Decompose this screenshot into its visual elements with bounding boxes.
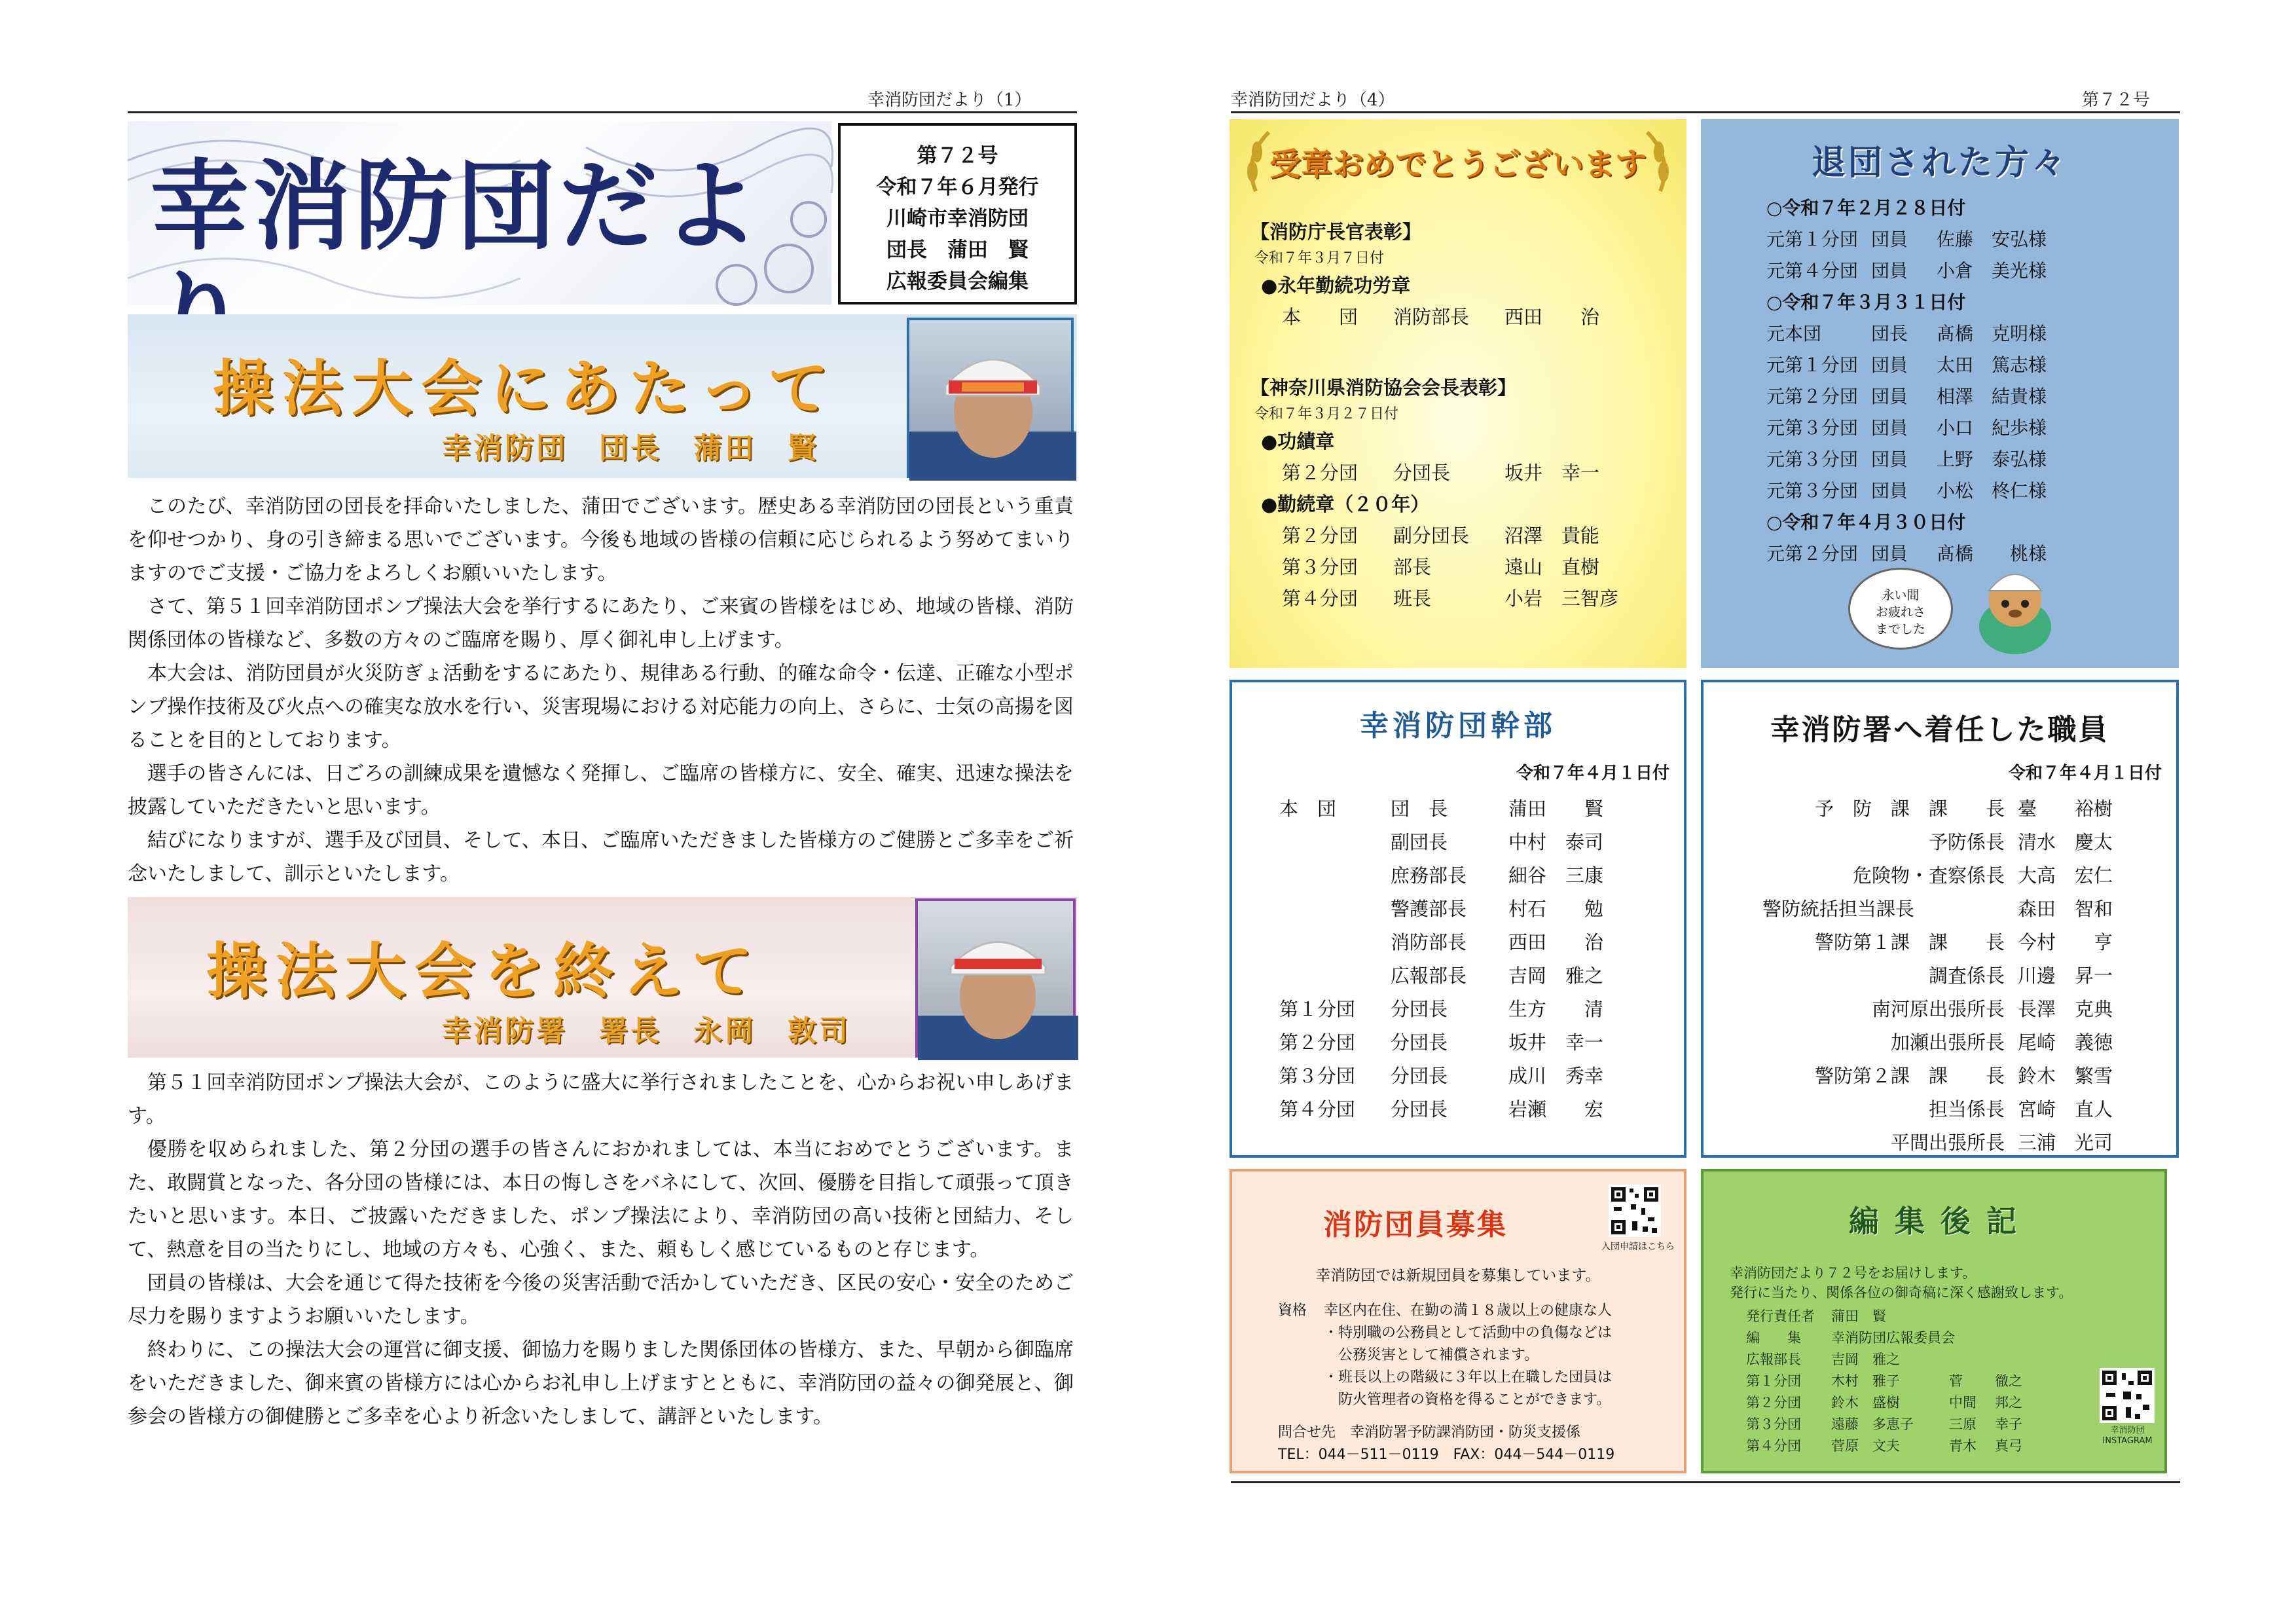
credit-row: 広報部長 吉岡 雅之 [1746, 1352, 1900, 1367]
article1-paragraph: 結びになりますが、選手及び団員、そして、本日、ご臨席いただきました皆様方のご健勝とご多幸をご祈念いたしまして、訓示といたします。 [128, 829, 1074, 885]
executive-row: 第１分団 分団長 生方 清 [1279, 998, 1604, 1020]
article2-title: 操法大会を終えて [206, 936, 762, 1006]
firefighter-portrait-icon [918, 901, 1078, 1060]
article2-paragraph: 終わりに、この操法大会の運営に御支援、御協力を賜りました関係団体の皆様方、また、早朝から御臨席をいただきました、御来賓の皆様方には心からお礼申し上げますとともに、幸消防団の益々の御発展と、御参会の皆様方の御健勝とご多幸を心より祈念いたしまして、講評といたします。 [128, 1338, 1074, 1428]
running-header-left-page: 幸消防団だより（1） [867, 90, 1032, 110]
firefighter-portrait-icon [909, 320, 1076, 481]
retired-date: ○令和７年２月２８日付 [1766, 197, 1966, 219]
retired-row: 元第２分団 団員 相澤 結貴様 [1766, 386, 2047, 407]
executive-row: 消防部長 西田 治 [1391, 931, 1604, 953]
retired-row: 元第１分団 団員 佐藤 安弘様 [1766, 229, 2047, 250]
award-date: 令和７年３月２７日付 [1254, 406, 1399, 422]
retired-row: 元第２分団 団員 髙橋 桃様 [1766, 543, 2047, 564]
credit-row: 第３分団 遠藤 多恵子 三原 幸子 [1746, 1416, 2022, 1432]
masthead-banner [128, 121, 831, 304]
qualification-line: 防火管理者の資格を得ることができます。 [1324, 1392, 1611, 1408]
station-chief-photo [915, 898, 1076, 1058]
award-heading: 【消防庁長官表彰】 [1250, 221, 1422, 243]
executive-row: 警護部長 村石 勉 [1391, 898, 1604, 920]
retired-row: 元第１分団 団員 太田 篤志様 [1766, 354, 2047, 376]
executives-title: 幸消防団幹部 [1360, 709, 1556, 743]
retired-row: 元本団 団長 髙橋 克明様 [1766, 323, 2047, 344]
footer-rule [1231, 1481, 2180, 1483]
header-rule [1231, 111, 2180, 113]
article2-paragraph: 団員の皆様は、大会を通じて得た技術を今後の災害活動で活かしていただき、区民の安心・安全のためご尽力を賜りますようお願いいたします。 [128, 1272, 1074, 1328]
instagram-caption: 幸消防団 INSTAGRAM [2102, 1426, 2153, 1446]
retired-row: 元第３分団 団員 上野 泰弘様 [1766, 449, 2047, 470]
article2-paragraph: 優勝を収められました、第２分団の選手の皆さんにおかれましては、本当におめでとうございます。また、敢闘賞となった、各分団の皆様には、本日の悔しさをバネにして、次回、優勝を目指して頑張って頂きたいと思います。本日、ご披露いただきました、ポンプ操法により、幸消防団の高い技術と団結力、そして、熱意を目の当たりにし、地域の方々も、心強く、また、頼もしく感じているものと存じます。 [128, 1138, 1074, 1261]
issue-number: 第７２号 [917, 144, 998, 168]
article1-paragraph: 選手の皆さんには、日ごろの訓練成果を遺憾なく発揮し、ご臨席の皆様方に、安全、確実、迅速な操法を披露していただきたいと思います。 [128, 762, 1074, 819]
staff-date: 令和７年４月１日付 [2008, 764, 2162, 783]
qualification-line: ・特別職の公務員として活動中の負傷などは [1324, 1325, 1613, 1341]
retired-list [1766, 193, 2047, 570]
staff-row: 平間出張所長 三浦 光司 [1890, 1132, 2113, 1154]
recruit-box [1230, 1169, 1686, 1473]
issue-info-box [838, 123, 1077, 304]
executive-row: 庶務部長 細谷 三康 [1391, 864, 1604, 887]
afterword-line: 幸消防団だより７２号をお届けします。 [1730, 1265, 1977, 1281]
staff-row: 南河原出張所長 長澤 克典 [1871, 998, 2113, 1020]
award-date: 令和７年３月７日付 [1254, 250, 1385, 267]
executive-row: 第３分団 分団長 成川 秀幸 [1279, 1065, 1604, 1087]
staff-box [1701, 680, 2179, 1158]
qualification-line: 幸区内在住、在勤の満１８歳以上の健康な人 [1324, 1302, 1613, 1319]
article1-paragraph: このたび、幸消防団の団長を拝命いたしました、蒲田でございます。歴史ある幸消防団の団長という重責を仰せつかり、身の引き締まる思いでございます。今後も地域の皆様の信頼に応じられるよう努めてまいりますのでご支援・ご協力をよろしくお願いいたします。 [128, 495, 1074, 585]
afterword-credits [1746, 1306, 2022, 1457]
contact-office: 問合せ先 幸消防署予防課消防団・防災支援係 [1278, 1424, 1581, 1441]
award-row: 第３分団 部長 遠山 直樹 [1282, 556, 1600, 578]
article1-byline: 幸消防団 団長 蒲田 賢 [442, 432, 819, 465]
award-row: 第４分団 班長 小岩 三智彦 [1282, 587, 1619, 610]
credit-row: 第２分団 鈴木 盛樹 中間 邦之 [1746, 1395, 2022, 1411]
contact-phone: TEL：044－511－0119 FAX：044－544－0119 [1278, 1447, 1615, 1463]
recruit-title: 消防団員募集 [1323, 1208, 1508, 1242]
newsletter-title: 幸消防団だよ [151, 149, 764, 264]
award-name: ●勤続章（２０年） [1261, 493, 1430, 515]
article1-body [128, 490, 1074, 891]
credit-row: 第４分団 菅原 文夫 青木 真弓 [1746, 1438, 2022, 1454]
staff-row: 警防第１課 課 長 今村 亨 [1814, 931, 2113, 953]
qualification-label: 資格 [1278, 1302, 1307, 1319]
credit-row: 発行責任者 蒲田 賢 [1746, 1308, 1886, 1324]
executive-row: 本 団 団 長 蒲田 賢 [1279, 798, 1604, 820]
issue-date: 令和７年６月発行 [876, 175, 1039, 199]
executives-list [1279, 792, 1603, 1126]
award-row: 第２分団 分団長 坂井 幸一 [1282, 462, 1600, 484]
chief: 団長 蒲田 賢 [886, 238, 1029, 262]
executives-box [1230, 680, 1686, 1158]
speech-bubble: 永い間 お疲れさ までした [1848, 568, 1953, 650]
recruit-intro: 幸消防団では新規団員を募集しています。 [1315, 1267, 1601, 1284]
staff-row: 予防係長 清水 慶太 [1928, 831, 2113, 853]
award-name: ●功績章 [1261, 430, 1335, 452]
retired-row: 元第３分団 団員 小口 紀歩様 [1766, 417, 2047, 439]
staff-row: 加瀬出張所長 尾崎 義徳 [1890, 1031, 2113, 1054]
qr-code-icon [1609, 1185, 1661, 1237]
retired-row: 元第４分団 団員 小倉 美光様 [1766, 260, 2047, 282]
afterword-text [1730, 1263, 2072, 1302]
article2-byline: 幸消防署 署長 永岡 敦司 [442, 1014, 850, 1048]
afterword-line: 発行に当たり、関係各位の御奇稿に深く感謝致します。 [1730, 1285, 2073, 1301]
issuer: 川崎市幸消防団 [886, 207, 1029, 231]
staff-row: 調査係長 川邊 昇一 [1928, 965, 2113, 987]
retired-date: ○令和７年３月３１日付 [1766, 291, 1966, 313]
recruit-qr-caption: 入団申請はこちら [1601, 1242, 1675, 1252]
staff-row: 予 防 課 課 長 臺 裕樹 [1814, 798, 2113, 820]
awards-list [1250, 216, 1618, 614]
retired-title: 退団された方々 [1811, 143, 2068, 183]
executive-row: 第２分団 分団長 坂井 幸一 [1279, 1031, 1604, 1054]
header-rule [128, 111, 1077, 113]
qualification-line: ・班長以上の階級に３年以上在職した団員は [1324, 1369, 1613, 1386]
staff-row: 危険物・査察係長 大高 宏仁 [1852, 864, 2113, 887]
article2-paragraph: 第５１回幸消防団ポンプ操法大会が、このように盛大に挙行されましたことを、心からお祝い申しあげます。 [128, 1071, 1074, 1128]
executive-row: 第４分団 分団長 岩瀬 宏 [1279, 1098, 1604, 1120]
mascot-icon [1966, 558, 2064, 656]
issue-number-header: 第７２号 [2082, 90, 2151, 110]
retired-box [1701, 119, 2179, 668]
retired-row: 元第３分団 団員 小松 柊仁様 [1766, 480, 2047, 502]
article1-title: 操法大会にあたって [213, 353, 838, 424]
awards-box [1230, 119, 1686, 668]
running-header-right-page: 幸消防団だより（4） [1231, 90, 1395, 110]
staff-list [1762, 792, 2129, 1160]
editor: 広報委員会編集 [886, 270, 1029, 293]
recruit-qualifications [1278, 1300, 1612, 1411]
credit-row: 編 集 幸消防団広報委員会 [1746, 1330, 1955, 1346]
award-row: 第２分団 副分団長 沼澤 貴能 [1282, 525, 1600, 547]
article1-paragraph: さて、第５１回幸消防団ポンプ操法大会を挙行するにあたり、ご来賓の皆様をはじめ、地域の皆様、消防関係団体の皆様など、多数の方々のご臨席を賜り、厚く御礼申し上げます。 [128, 595, 1074, 652]
awards-title: 受章おめでとうございます [1269, 146, 1647, 183]
afterword-box [1701, 1169, 2167, 1473]
award-row: 本 団 消防部長 西田 治 [1282, 306, 1600, 328]
staff-row: 警防第２課 課 長 鈴木 繁雪 [1814, 1065, 2113, 1087]
instagram-qr-code-icon [2100, 1368, 2155, 1423]
qualification-line: 公務災害として補償されます。 [1324, 1347, 1539, 1363]
award-heading: 【神奈川県消防協会会長表彰】 [1250, 377, 1517, 399]
executive-row: 広報部長 吉岡 雅之 [1391, 965, 1604, 987]
recruit-contact [1278, 1422, 1614, 1466]
afterword-title: 編 集 後 記 [1848, 1204, 2020, 1239]
executive-row: 副団長 中村 泰司 [1391, 831, 1604, 853]
executives-date: 令和７年４月１日付 [1516, 764, 1669, 783]
staff-row: 警防統括担当課長 森田 智和 [1762, 898, 2113, 920]
staff-title: 幸消防署へ着任した職員 [1770, 713, 2109, 747]
article1-paragraph: 本大会は、消防団員が火災防ぎょ活動をするにあたり、規律ある行動、的確な命令・伝達、正確な小型ポンプ操作技術及び火点への確実な放水を行い、災害現場における対応能力の向上、さらに、士気の高揚を図ることを目的としております。 [128, 662, 1074, 752]
credit-row: 第１分団 木村 雅子 菅 徹之 [1746, 1373, 2022, 1389]
staff-row: 担当係長 宮崎 直人 [1928, 1098, 2113, 1120]
retired-date: ○令和７年４月３０日付 [1766, 511, 1966, 533]
article2-body [128, 1066, 1074, 1433]
award-name: ●永年勤続功労章 [1261, 274, 1411, 297]
chief-photo [907, 318, 1074, 478]
